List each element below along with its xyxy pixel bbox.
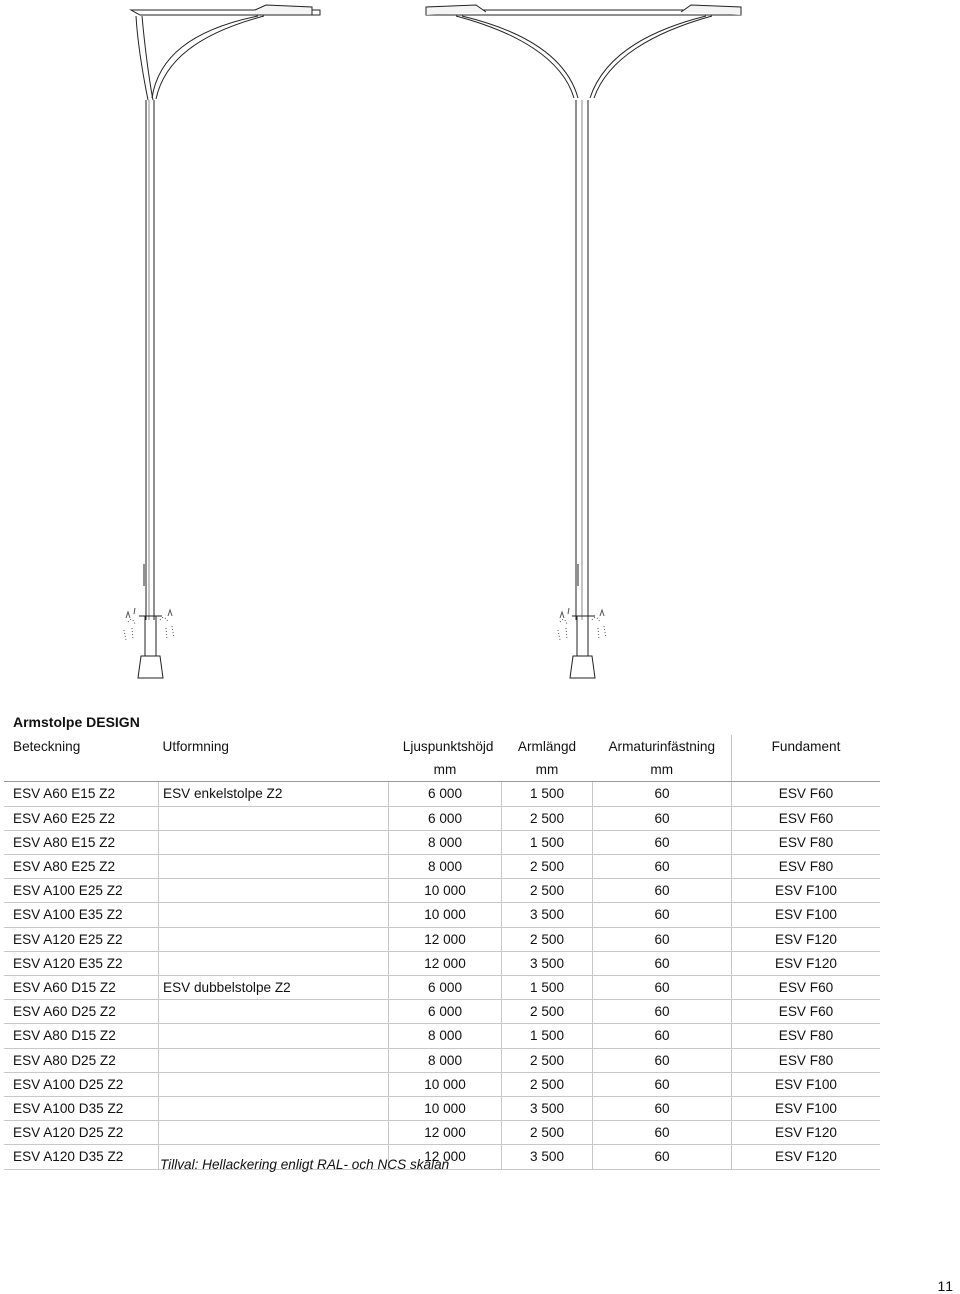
single-arm-post-drawing xyxy=(124,5,320,678)
cell-utformning xyxy=(159,903,389,927)
cell-beteckning: ESV A80 E25 Z2 xyxy=(4,855,159,879)
cell-utformning xyxy=(159,1048,389,1072)
table-row xyxy=(4,879,880,903)
cell-utformning xyxy=(159,830,389,854)
table-row xyxy=(4,927,880,951)
cell-ljuspunktshojd: 6 000 xyxy=(389,782,502,806)
cell-armlangd: 3 500 xyxy=(502,903,593,927)
cell-armlangd: 2 500 xyxy=(502,927,593,951)
header-beteckning: Beteckning xyxy=(13,739,81,754)
cell-armaturinfastning: 60 xyxy=(593,1145,732,1169)
cell-armaturinfastning: 60 xyxy=(593,927,732,951)
cell-utformning xyxy=(159,879,389,903)
header-armlangd: Armlängd xyxy=(517,739,577,754)
table-row xyxy=(4,806,880,830)
cell-ljuspunktshojd: 6 000 xyxy=(389,806,502,830)
unit-cell xyxy=(4,758,159,782)
cell-beteckning: ESV A100 E25 Z2 xyxy=(4,879,159,903)
cell-beteckning: ESV A80 E15 Z2 xyxy=(4,830,159,854)
cell-fundament: ESV F80 xyxy=(732,1048,881,1072)
table-row xyxy=(4,903,880,927)
cell-armlangd: 3 500 xyxy=(502,1097,593,1121)
cell-fundament: ESV F60 xyxy=(732,976,881,1000)
cell-fundament: ESV F120 xyxy=(732,1145,881,1169)
cell-beteckning: ESV A60 E25 Z2 xyxy=(4,806,159,830)
cell-ljuspunktshojd: 12 000 xyxy=(389,927,502,951)
unit-cell: mm xyxy=(389,758,502,782)
table-row xyxy=(4,1048,880,1072)
cell-beteckning: ESV A120 E25 Z2 xyxy=(4,927,159,951)
cell-fundament: ESV F60 xyxy=(732,1000,881,1024)
cell-ljuspunktshojd: 10 000 xyxy=(389,1072,502,1096)
cell-armlangd: 1 500 xyxy=(502,1024,593,1048)
cell-armaturinfastning: 60 xyxy=(593,782,732,806)
cell-armaturinfastning: 60 xyxy=(593,855,732,879)
cell-armlangd: 3 500 xyxy=(502,1145,593,1169)
header-fundament: Fundament xyxy=(732,735,881,758)
cell-ljuspunktshojd: 6 000 xyxy=(389,1000,502,1024)
cell-ljuspunktshojd: 10 000 xyxy=(389,879,502,903)
cell-armlangd: 2 500 xyxy=(502,1048,593,1072)
cell-armaturinfastning: 60 xyxy=(593,879,732,903)
cell-ljuspunktshojd: 8 000 xyxy=(389,830,502,854)
unit-cell: mm xyxy=(593,758,732,782)
units-row xyxy=(4,758,880,782)
cell-ljuspunktshojd: 10 000 xyxy=(389,903,502,927)
cell-armlangd: 2 500 xyxy=(502,1072,593,1096)
cell-utformning xyxy=(159,855,389,879)
cell-utformning xyxy=(159,951,389,975)
table-row xyxy=(4,855,880,879)
cell-armlangd: 2 500 xyxy=(502,806,593,830)
cell-utformning xyxy=(159,1000,389,1024)
cell-armaturinfastning: 60 xyxy=(593,830,732,854)
cell-ljuspunktshojd: 8 000 xyxy=(389,1048,502,1072)
cell-beteckning: ESV A60 E15 Z2 xyxy=(4,782,159,806)
cell-armlangd: 3 500 xyxy=(502,951,593,975)
specification-table xyxy=(4,735,880,1170)
cell-armaturinfastning: 60 xyxy=(593,1024,732,1048)
table-row xyxy=(4,830,880,854)
cell-fundament: ESV F60 xyxy=(732,806,881,830)
cell-armlangd: 2 500 xyxy=(502,855,593,879)
cell-fundament: ESV F80 xyxy=(732,855,881,879)
cell-fundament: ESV F100 xyxy=(732,1097,881,1121)
cell-armaturinfastning: 60 xyxy=(593,1097,732,1121)
cell-beteckning: ESV A100 D25 Z2 xyxy=(4,1072,159,1096)
cell-armaturinfastning: 60 xyxy=(593,951,732,975)
cell-ljuspunktshojd: 6 000 xyxy=(389,976,502,1000)
options-note: Tillval: Hellackering enligt RAL- och NCS skalan xyxy=(160,1157,450,1172)
cell-ljuspunktshojd: 8 000 xyxy=(389,1024,502,1048)
cell-fundament: ESV F100 xyxy=(732,903,881,927)
cell-armaturinfastning: 60 xyxy=(593,806,732,830)
header-ljuspunktshojd: Ljuspunktshöjd xyxy=(402,739,494,754)
cell-fundament: ESV F120 xyxy=(732,951,881,975)
cell-beteckning: ESV A60 D15 Z2 xyxy=(4,976,159,1000)
cell-utformning xyxy=(159,1121,389,1145)
table-row xyxy=(4,1121,880,1145)
table-row xyxy=(4,951,880,975)
cell-fundament: ESV F100 xyxy=(732,879,881,903)
cell-fundament: ESV F60 xyxy=(732,782,881,806)
cell-beteckning: ESV A120 E35 Z2 xyxy=(4,951,159,975)
cell-utformning xyxy=(159,1024,389,1048)
cell-beteckning: ESV A80 D15 Z2 xyxy=(4,1024,159,1048)
header-utformning: Utformning xyxy=(162,739,229,754)
table-row xyxy=(4,782,880,806)
page-number: 11 xyxy=(937,1278,954,1294)
cell-ljuspunktshojd: 12 000 xyxy=(389,1145,502,1169)
unit-cell xyxy=(159,758,389,782)
cell-armlangd: 1 500 xyxy=(502,976,593,1000)
cell-beteckning: ESV A60 D25 Z2 xyxy=(4,1000,159,1024)
cell-ljuspunktshojd: 12 000 xyxy=(389,951,502,975)
cell-armlangd: 2 500 xyxy=(502,879,593,903)
cell-armlangd: 1 500 xyxy=(502,830,593,854)
cell-armaturinfastning: 60 xyxy=(593,1048,732,1072)
cell-utformning: ESV enkelstolpe Z2 xyxy=(159,782,389,806)
table-row xyxy=(4,1000,880,1024)
table-title: Armstolpe DESIGN xyxy=(13,714,140,730)
cell-utformning xyxy=(159,927,389,951)
cell-armaturinfastning: 60 xyxy=(593,903,732,927)
cell-fundament: ESV F80 xyxy=(732,830,881,854)
cell-armlangd: 1 500 xyxy=(502,782,593,806)
cell-beteckning: ESV A80 D25 Z2 xyxy=(4,1048,159,1072)
header-row xyxy=(4,735,880,758)
cell-beteckning: ESV A100 E35 Z2 xyxy=(4,903,159,927)
cell-fundament: ESV F120 xyxy=(732,927,881,951)
cell-ljuspunktshojd: 12 000 xyxy=(389,1121,502,1145)
cell-armaturinfastning: 60 xyxy=(593,1121,732,1145)
cell-fundament: ESV F80 xyxy=(732,1024,881,1048)
table-row xyxy=(4,1024,880,1048)
cell-utformning xyxy=(159,1097,389,1121)
cell-ljuspunktshojd: 10 000 xyxy=(389,1097,502,1121)
cell-beteckning: ESV A120 D25 Z2 xyxy=(4,1121,159,1145)
unit-cell: mm xyxy=(502,758,593,782)
cell-armaturinfastning: 60 xyxy=(593,976,732,1000)
cell-fundament: ESV F120 xyxy=(732,1121,881,1145)
cell-ljuspunktshojd: 8 000 xyxy=(389,855,502,879)
double-arm-post-drawing xyxy=(426,5,741,678)
cell-utformning: ESV dubbelstolpe Z2 xyxy=(159,976,389,1000)
table-row xyxy=(4,1097,880,1121)
unit-cell xyxy=(732,758,881,782)
cell-armlangd: 2 500 xyxy=(502,1121,593,1145)
cell-utformning xyxy=(159,1072,389,1096)
cell-armaturinfastning: 60 xyxy=(593,1000,732,1024)
table-row xyxy=(4,976,880,1000)
cell-utformning xyxy=(159,806,389,830)
header-armaturinfastning: Armaturinfästning xyxy=(608,739,716,754)
cell-armlangd: 2 500 xyxy=(502,1000,593,1024)
cell-armaturinfastning: 60 xyxy=(593,1072,732,1096)
cell-beteckning: ESV A100 D35 Z2 xyxy=(4,1097,159,1121)
cell-fundament: ESV F100 xyxy=(732,1072,881,1096)
cell-beteckning: ESV A120 D35 Z2 xyxy=(4,1145,159,1169)
table-row xyxy=(4,1072,880,1096)
